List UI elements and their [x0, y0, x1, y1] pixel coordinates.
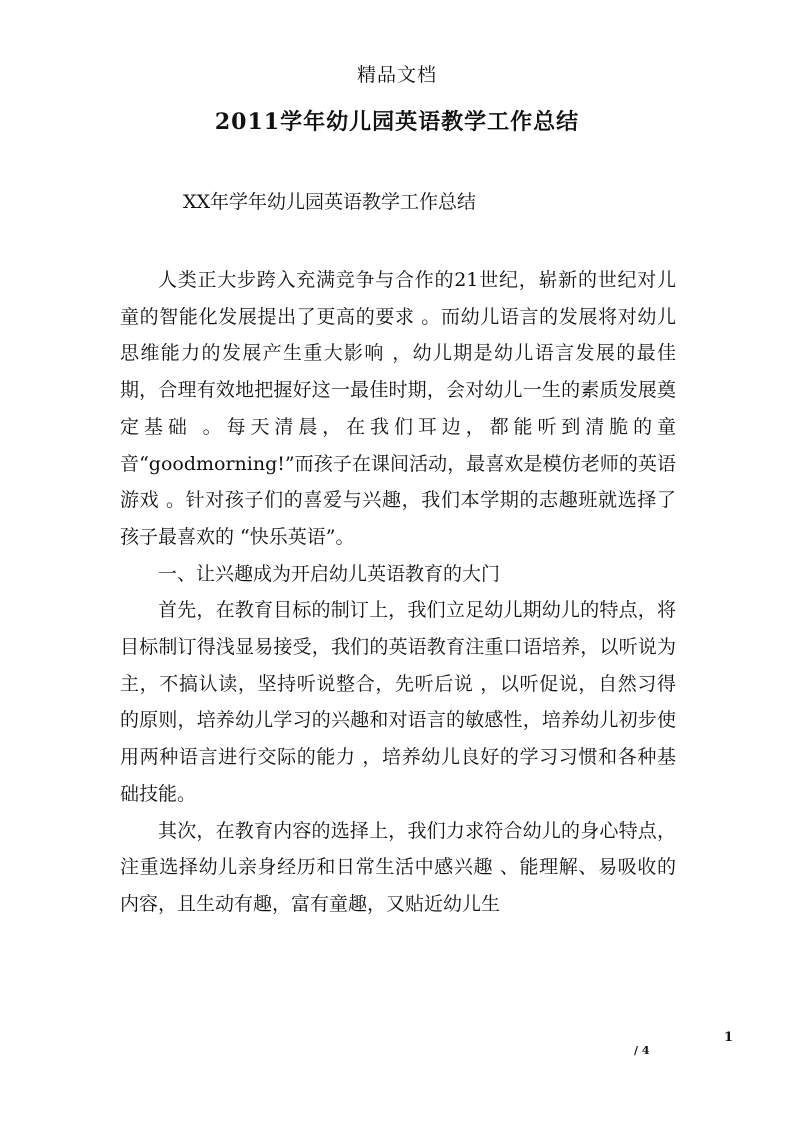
section-heading: 一、让兴趣成为开启幼儿英语教育的大门	[158, 562, 501, 585]
document-subtitle: XX年学年幼儿园英语教学工作总结	[183, 191, 477, 213]
page-total: / 4	[634, 1044, 650, 1057]
paragraph: 其次，在教育内容的选择上，我们力求符合幼儿的身心特点，注重选择幼儿亲身经历和日常生活中感兴趣 、能理解、易吸收的内容，且生动有趣，富有童趣，又贴近幼儿生	[120, 819, 676, 915]
paragraph: 人类正大步跨入充满竞争与合作的21世纪，崭新的世纪对儿童的智能化发展提出了更高的要求 。而幼儿语言的发展将对幼儿思维能力的发展产生重大影响 ，幼儿期是幼儿语言发展的最佳期，合理有效地把握好这一最佳时期，会对幼儿一生的素质发展奠定基础 。每天清晨，在我们耳边，都能听到清脆的童音“goodmorning!”而孩子在课间活动，最喜欢是模仿老师的英语游戏 。针对孩子们的喜爱与兴趣，我们本学期的志趣班就选择了孩子最喜欢的 “快乐英语”。	[120, 269, 676, 548]
document-body	[120, 262, 676, 923]
paragraph: 首先，在教育目标的制订上，我们立足幼儿期幼儿的特点，将目标制订得浅显易接受，我们的英语教育注重口语培养，以听说为主，不搞认读，坚持听说整合，先听后说 ，以听促说，自然习得的原则，培养幼儿学习的兴趣和对语言的敏感性，培养幼儿初步使用两种语言进行交际的能力 ，培养幼儿良好的学习习惯和各种基础技能。	[120, 599, 676, 805]
document-title: 2011学年幼儿园英语教学工作总结	[214, 109, 580, 135]
header-label: 精品文档	[356, 64, 437, 86]
page-number: 1	[724, 1030, 734, 1045]
